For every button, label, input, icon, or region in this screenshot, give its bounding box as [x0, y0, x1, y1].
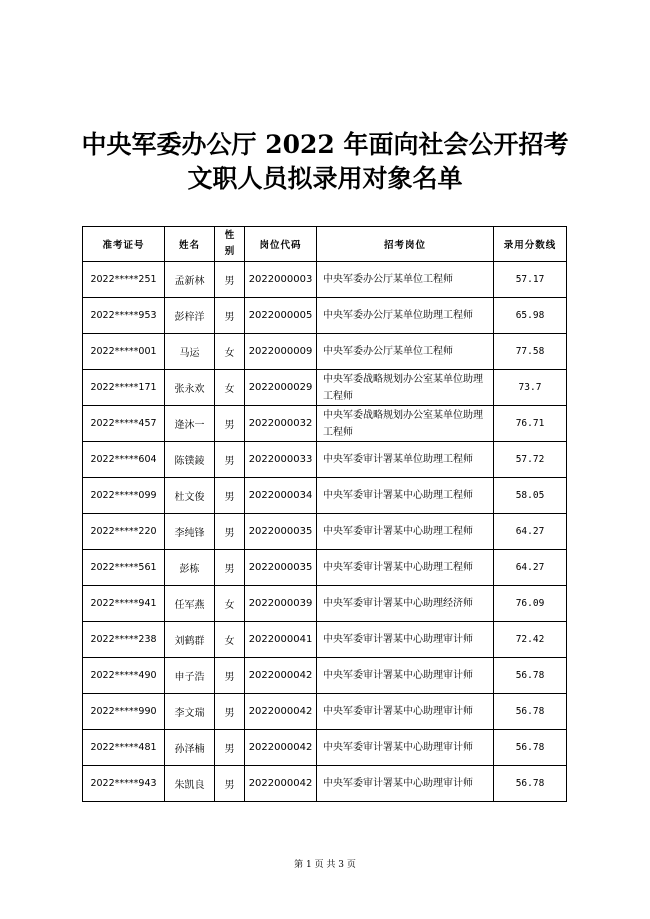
position-cell: 中央军委战略规划办公室某单位助理工程师 — [317, 406, 494, 442]
score-cell: 56.78 — [494, 694, 567, 730]
exam-id-cell: 2022*****481 — [83, 730, 165, 766]
name-cell: 李纯锋 — [165, 514, 215, 550]
header-gender-line-2: 别 — [224, 246, 235, 257]
position-cell: 中央军委审计署某中心助理工程师 — [317, 550, 494, 586]
position-code-cell: 2022000032 — [245, 406, 317, 442]
table-row — [83, 658, 567, 694]
position-code-cell: 2022000003 — [245, 262, 317, 298]
table-header-row — [83, 227, 567, 262]
gender-cell: 男 — [215, 406, 245, 442]
position-cell: 中央军委审计署某中心助理审计师 — [317, 766, 494, 802]
name-cell: 彭栋 — [165, 550, 215, 586]
exam-id-cell: 2022*****941 — [83, 586, 165, 622]
position-code-cell: 2022000042 — [245, 730, 317, 766]
document-title-line-1: 中央军委办公厅 2022 年面向社会公开招考 — [81, 130, 569, 159]
position-cell: 中央军委办公厅某单位工程师 — [317, 334, 494, 370]
position-cell: 中央军委审计署某中心助理工程师 — [317, 514, 494, 550]
exam-id-cell: 2022*****953 — [83, 298, 165, 334]
position-cell: 中央军委审计署某中心助理审计师 — [317, 694, 494, 730]
gender-cell: 女 — [215, 370, 245, 406]
position-code-cell: 2022000035 — [245, 514, 317, 550]
exam-id-cell: 2022*****171 — [83, 370, 165, 406]
table-row — [83, 766, 567, 802]
table-row — [83, 370, 567, 406]
table-row — [83, 442, 567, 478]
position-code-cell: 2022000041 — [245, 622, 317, 658]
exam-id-cell: 2022*****490 — [83, 658, 165, 694]
position-cell: 中央军委办公厅某单位助理工程师 — [317, 298, 494, 334]
name-cell: 逄沐一 — [165, 406, 215, 442]
position-cell: 中央军委审计署某中心助理审计师 — [317, 730, 494, 766]
gender-cell: 男 — [215, 442, 245, 478]
table-row — [83, 478, 567, 514]
table-row — [83, 298, 567, 334]
name-cell: 孟新林 — [165, 262, 215, 298]
score-cell: 65.98 — [494, 298, 567, 334]
position-code-cell: 2022000042 — [245, 766, 317, 802]
exam-id-cell: 2022*****990 — [83, 694, 165, 730]
name-cell: 李文瑞 — [165, 694, 215, 730]
position-cell: 中央军委战略规划办公室某单位助理工程师 — [317, 370, 494, 406]
score-cell: 64.27 — [494, 514, 567, 550]
document-title-line-2: 文职人员拟录用对象名单 — [187, 164, 463, 193]
table-row — [83, 262, 567, 298]
exam-id-cell: 2022*****099 — [83, 478, 165, 514]
exam-id-cell: 2022*****251 — [83, 262, 165, 298]
header-gender-line-1: 性 — [224, 230, 235, 241]
header-gender — [215, 227, 245, 262]
position-code-cell: 2022000035 — [245, 550, 317, 586]
header-score: 录用分数线 — [494, 227, 567, 262]
gender-cell: 女 — [215, 334, 245, 370]
table-row — [83, 694, 567, 730]
gender-cell: 男 — [215, 766, 245, 802]
position-code-cell: 2022000009 — [245, 334, 317, 370]
gender-cell: 男 — [215, 694, 245, 730]
exam-id-cell: 2022*****561 — [83, 550, 165, 586]
position-cell: 中央军委审计署某中心助理工程师 — [317, 478, 494, 514]
position-code-cell: 2022000033 — [245, 442, 317, 478]
position-code-cell: 2022000005 — [245, 298, 317, 334]
header-position-code: 岗位代码 — [245, 227, 317, 262]
gender-cell: 男 — [215, 262, 245, 298]
exam-id-cell: 2022*****457 — [83, 406, 165, 442]
header-position: 招考岗位 — [317, 227, 494, 262]
score-cell: 72.42 — [494, 622, 567, 658]
header-exam-id: 准考证号 — [83, 227, 165, 262]
table-row — [83, 730, 567, 766]
table-row — [83, 334, 567, 370]
score-cell: 76.71 — [494, 406, 567, 442]
score-cell: 56.78 — [494, 730, 567, 766]
position-cell: 中央军委审计署某单位助理工程师 — [317, 442, 494, 478]
score-cell: 56.78 — [494, 658, 567, 694]
position-cell: 中央军委审计署某中心助理经济师 — [317, 586, 494, 622]
name-cell: 任军燕 — [165, 586, 215, 622]
exam-id-cell: 2022*****220 — [83, 514, 165, 550]
name-cell: 孙泽楠 — [165, 730, 215, 766]
table-row — [83, 622, 567, 658]
gender-cell: 男 — [215, 658, 245, 694]
position-code-cell: 2022000029 — [245, 370, 317, 406]
name-cell: 彭梓洋 — [165, 298, 215, 334]
exam-id-cell: 2022*****238 — [83, 622, 165, 658]
table-row — [83, 550, 567, 586]
exam-id-cell: 2022*****001 — [83, 334, 165, 370]
score-cell: 58.05 — [494, 478, 567, 514]
gender-cell: 女 — [215, 622, 245, 658]
gender-cell: 男 — [215, 730, 245, 766]
name-cell: 杜文俊 — [165, 478, 215, 514]
name-cell: 张永欢 — [165, 370, 215, 406]
score-cell: 57.72 — [494, 442, 567, 478]
position-cell: 中央军委审计署某中心助理审计师 — [317, 658, 494, 694]
gender-cell: 男 — [215, 298, 245, 334]
gender-cell: 男 — [215, 514, 245, 550]
exam-id-cell: 2022*****604 — [83, 442, 165, 478]
score-cell: 73.7 — [494, 370, 567, 406]
gender-cell: 男 — [215, 550, 245, 586]
score-cell: 56.78 — [494, 766, 567, 802]
page-footer: 第 1 页 共 3 页 — [294, 860, 356, 870]
position-cell: 中央军委审计署某中心助理审计师 — [317, 622, 494, 658]
score-cell: 76.09 — [494, 586, 567, 622]
table-row — [83, 586, 567, 622]
score-cell: 57.17 — [494, 262, 567, 298]
score-cell: 64.27 — [494, 550, 567, 586]
name-cell: 陈镤錂 — [165, 442, 215, 478]
name-cell: 马运 — [165, 334, 215, 370]
table-body — [83, 262, 567, 802]
position-cell: 中央军委办公厅某单位工程师 — [317, 262, 494, 298]
table-row — [83, 406, 567, 442]
position-code-cell: 2022000039 — [245, 586, 317, 622]
name-cell: 朱凯良 — [165, 766, 215, 802]
score-cell: 77.58 — [494, 334, 567, 370]
gender-cell: 女 — [215, 586, 245, 622]
header-name: 姓名 — [165, 227, 215, 262]
candidate-table — [82, 226, 567, 802]
name-cell: 刘鹤群 — [165, 622, 215, 658]
position-code-cell: 2022000042 — [245, 658, 317, 694]
table-row — [83, 514, 567, 550]
position-code-cell: 2022000034 — [245, 478, 317, 514]
position-code-cell: 2022000042 — [245, 694, 317, 730]
gender-cell: 男 — [215, 478, 245, 514]
exam-id-cell: 2022*****943 — [83, 766, 165, 802]
name-cell: 申子浩 — [165, 658, 215, 694]
